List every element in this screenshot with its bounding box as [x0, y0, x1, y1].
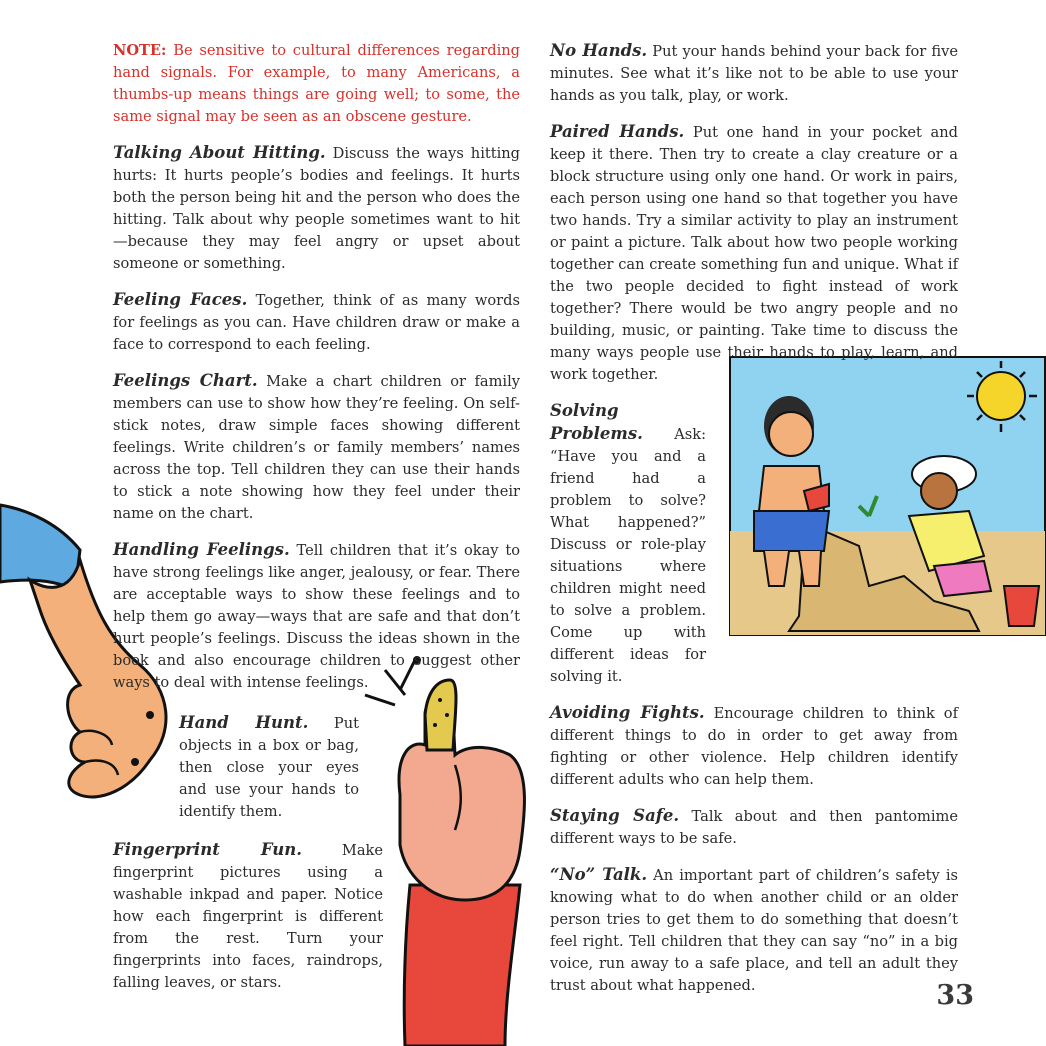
section-hand-hunt [179, 712, 359, 823]
section-heading: Avoiding Fights. [550, 703, 705, 722]
section-text: Make a chart children or family members can use to show how they’re feeling. On self-stick notes, draw simple faces showing different feelings. Write children’s or family members’ names across the top. Tell children they can use their hands to stick a note showing how they feel under their name on the chart. [113, 373, 520, 522]
section-avoiding-fights [550, 702, 958, 791]
section-heading: Talking About Hitting. [113, 143, 326, 162]
note-text: Be sensitive to cultural differences regarding hand signals. For example, to many Americans, a thumbs-up means things are going well; to some, the same signal may be seen as an obscene gesture. [113, 42, 520, 125]
section-heading: Handling Feelings. [113, 540, 290, 559]
section-text: Talk about and then pantomime different ways to be safe. [550, 808, 958, 847]
section-text: An important part of children’s safety is knowing what to do when another child or an older person tries to get them to do something that doesn’t feel right. Tell children that they can say “no” in a big voice, run away to a safe place, and tell an adult they trust about what happened. [550, 867, 958, 994]
section-talking-about-hitting [113, 142, 520, 275]
section-text: Put objects in a box or bag, then close your eyes and use your hands to identify them. [179, 715, 359, 820]
section-text: Tell children that it’s okay to have strong feelings like anger, jealousy, or fear. There are acceptable ways to show these feelings and to help them go away—ways that are safe and that don’t hurt people’s feelings. Discuss the ideas shown in the book and also encourage children to suggest other ways to deal with intense feelings. [113, 542, 520, 691]
section-heading: Solving Problems. [550, 401, 643, 443]
section-feeling-faces [113, 289, 520, 356]
left-column [113, 40, 520, 1008]
cultural-note [113, 40, 520, 128]
section-heading: Fingerprint Fun. [113, 840, 302, 859]
section-heading: Hand Hunt. [179, 713, 309, 732]
section-heading: Staying Safe. [550, 806, 680, 825]
section-text: Together, think of as many words for feelings as you can. Have children draw or make a face to correspond to each feeling. [113, 292, 520, 353]
section-text: Ask: “Have you and a friend had a problem to solve? What happened?” Discuss or role-play situations where children might need to solve a problem. Come up with different ideas for solving it. [550, 426, 706, 685]
note-label: NOTE: [113, 42, 167, 59]
section-text: Encourage children to think of different things to do in order to get away from fighting or other violence. Help children identify different adults who can help them. [550, 705, 958, 788]
section-heading: No Hands. [550, 41, 648, 60]
section-handling-feelings [113, 539, 520, 694]
right-column [550, 40, 958, 1011]
section-text: Put your hands behind your back for five minutes. See what it’s like not to be able to use your hands as you talk, play, or work. [550, 43, 958, 104]
section-paired-hands [550, 121, 958, 386]
section-text: Put one hand in your pocket and keep it there. Then try to create a clay creature or a block structure using only one hand. Or work in pairs, each person using one hand so that together you have two hands. Try a similar activity to play an instrument or paint a picture. Talk about how two people working together can create something fun and unique. What if the two people decided to fight instead of work together? There would be two angry people and no building, music, or painting. Take time to discuss the many ways people use their hands to play, learn, and work together. [550, 124, 959, 383]
section-heading: Feelings Chart. [113, 371, 258, 390]
section-feelings-chart [113, 370, 520, 525]
section-heading: “No” Talk. [550, 865, 648, 884]
section-text: Discuss the ways hitting hurts: It hurts people’s bodies and feelings. It hurts both the person being hit and the person who does the hitting. Talk about why people sometimes want to hit—because they may feel angry or upset about someone or something. [113, 145, 520, 272]
section-fingerprint-fun [113, 839, 383, 994]
section-heading: Feeling Faces. [113, 290, 248, 309]
section-no-hands [550, 40, 958, 107]
section-staying-safe [550, 805, 958, 850]
section-solving-problems [550, 400, 706, 688]
section-no-talk [550, 864, 958, 997]
section-heading: Paired Hands. [550, 122, 685, 141]
section-text: Make fingerprint pictures using a washable inkpad and paper. Notice how each fingerprint is different from the rest. Turn your fingerprints into faces, raindrops, falling leaves, or stars. [113, 842, 383, 991]
page-number: 33 [936, 980, 974, 1011]
